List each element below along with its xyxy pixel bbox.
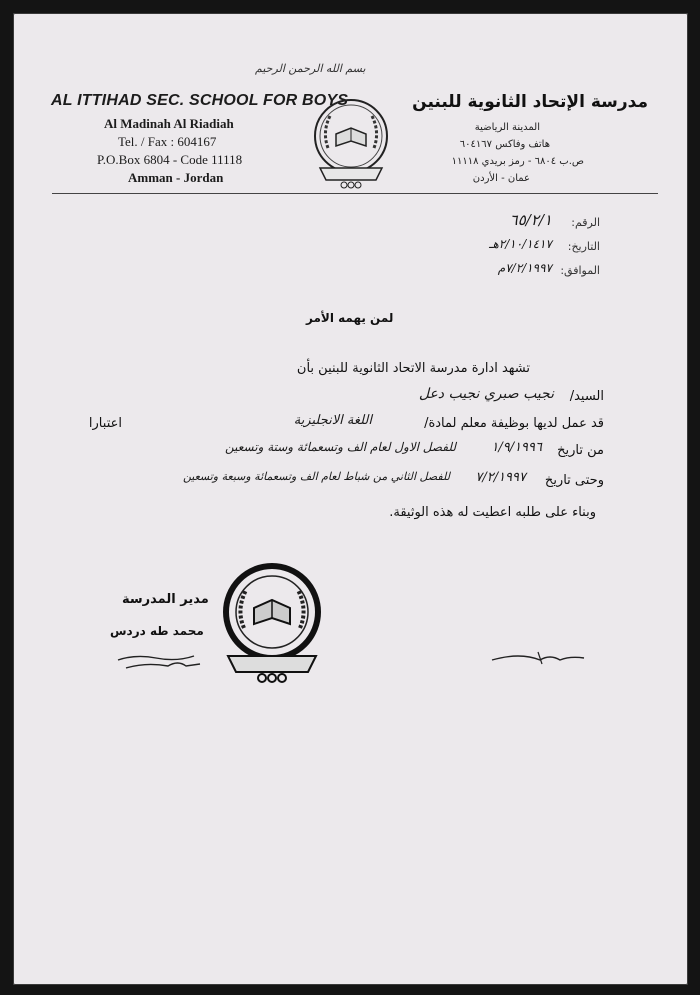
ref-number-label: الرقم: xyxy=(571,216,600,229)
handwritten-signature-right-icon xyxy=(490,648,586,668)
signature-title: مدير المدرسة xyxy=(122,592,209,607)
school-name-english: AL ITTIHAD SEC. SCHOOL FOR BOYS xyxy=(51,92,349,109)
end-period: للفصل الثاني من شباط لعام الف وتسعمائة وسبعة وتسعين xyxy=(182,470,450,483)
pobox-english: P.O.Box 6804 - Code 11118 xyxy=(97,152,243,167)
pobox-arabic: ص.ب ٦٨٠٤ - رمز بريدي ١١١١٨ xyxy=(451,156,584,167)
letter-heading: لمن يهمه الأمر xyxy=(306,311,394,325)
city-arabic: عمان - الأردن xyxy=(472,173,530,184)
phone-english: Tel. / Fax : 604167 xyxy=(118,134,217,149)
subject-value: اللغة الانجليزية xyxy=(293,413,372,428)
basmala: بسم الله الرحمن الرحيم xyxy=(255,62,366,75)
start-period: للفصل الاول لعام الف وتسعمائة وستة وتسعين xyxy=(225,440,456,454)
body-line-3-prefix: قد عمل لديها بوظيفة معلم لمادة/ xyxy=(424,416,604,431)
body-line-5-prefix: وحتى تاريخ xyxy=(544,473,604,488)
name-label: السيد/ xyxy=(569,389,604,404)
ref-date-label: التاريخ: xyxy=(567,240,600,253)
signature-name: محمد طه دردس xyxy=(110,624,204,638)
phone-arabic: هاتف وفاكس ٦٠٤١٦٧ xyxy=(459,139,550,150)
end-date: ٧/٢/١٩٩٧ xyxy=(475,470,526,485)
body-line-1: تشهد ادارة مدرسة الاتحاد الثانوية للبنين بأن xyxy=(296,361,530,376)
area-arabic: المدينة الرياضية xyxy=(474,122,540,133)
closing-line: وبناء على طلبه اعطيت له هذه الوثيقة. xyxy=(389,505,596,520)
handwritten-signature-left-icon xyxy=(116,648,206,672)
name-value: نجيب صبري نجيب دعل xyxy=(418,386,554,402)
start-date: ١/٩/١٩٩٦ xyxy=(491,440,542,455)
school-name-arabic: مدرسة الإتحاد الثانوية للبنين xyxy=(412,92,648,112)
area-english: Al Madinah Al Riadiah xyxy=(104,116,234,131)
body-line-4-prefix: من تاريخ xyxy=(557,443,604,458)
ref-gregorian-value: ٧/٢/١٩٩٧م xyxy=(497,261,552,275)
school-emblem-icon xyxy=(308,96,394,192)
body-line-3-suffix: اعتبارا xyxy=(88,416,122,431)
ref-number-value: ٦٥/٢/١ xyxy=(509,211,552,229)
header-divider xyxy=(52,193,658,194)
ref-date-value: ٢/١٠/١٤١٧هـ xyxy=(488,237,552,251)
city-english: Amman - Jordan xyxy=(128,170,224,185)
school-stamp-icon xyxy=(222,560,322,686)
ref-gregorian-label: الموافق: xyxy=(560,264,600,277)
